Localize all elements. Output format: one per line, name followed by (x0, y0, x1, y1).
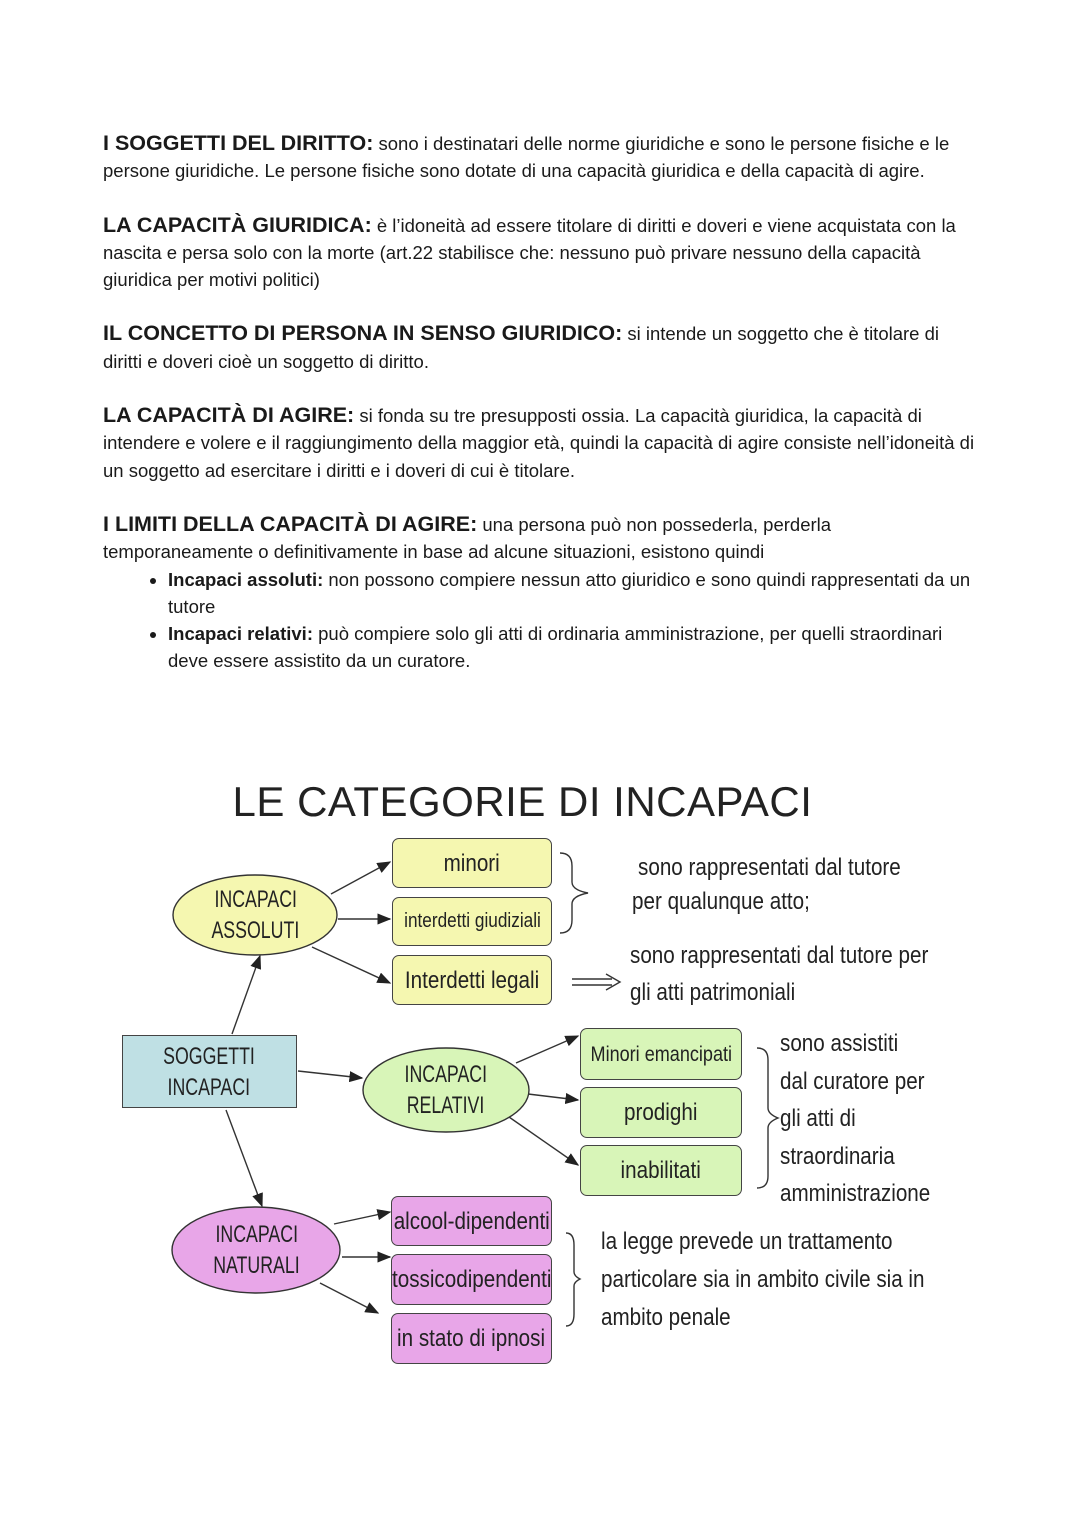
note-line: la legge prevede un trattamento (601, 1228, 893, 1255)
node-soggetti-incapaci (122, 1035, 297, 1108)
box-minori (392, 838, 552, 888)
arrow (312, 947, 390, 983)
box-alcool-dipendenti (391, 1196, 552, 1246)
note-line: particolare sia in ambito civile sia in (601, 1266, 925, 1293)
box-tossicodipendenti (391, 1254, 552, 1305)
diagram-title: LE CATEGORIE DI INCAPACI (232, 778, 813, 825)
node-label: ASSOLUTI (211, 917, 299, 944)
box-label: in stato di ipnosi (397, 1325, 546, 1352)
arrow (334, 1212, 390, 1224)
note-line: sono rappresentati dal tutore (638, 854, 901, 881)
section-body: è l’idoneità ad essere titolare di diritti e doveri e viene acquistata con la nascita e persa solo con la morte (art.22 stabilisce che: nessuno può privare nessuno della capacità giuridica per motivi politici) (103, 214, 956, 291)
node-label: INCAPACI (213, 886, 297, 913)
note-line: sono rappresentati dal tutore per (630, 942, 929, 969)
arrow (232, 956, 260, 1034)
node-label: INCAPACI (214, 1221, 298, 1248)
node-incapaci-relativi (363, 1059, 529, 1121)
note-line: dal curatore per (780, 1067, 925, 1095)
section-heading: LA CAPACITÀ DI AGIRE: (103, 403, 355, 428)
note-line: straordinaria (780, 1142, 895, 1170)
box-stato-ipnosi (391, 1313, 552, 1364)
node-label: INCAPACI (168, 1073, 251, 1101)
box-interdetti-giudiziali (392, 897, 552, 946)
box-label: Interdetti legali (404, 966, 540, 994)
note-line: gli atti di (780, 1105, 856, 1132)
section-heading: LA CAPACITÀ GIURIDICA: (103, 212, 372, 237)
node-label: RELATIVI (407, 1092, 485, 1119)
brace (566, 1233, 580, 1326)
box-inabilitati (580, 1145, 742, 1196)
note-assoluti-2 (630, 937, 928, 1011)
note-line: ambito penale (601, 1304, 731, 1331)
box-label: tossicodipendenti (391, 1266, 552, 1293)
brace (560, 853, 588, 933)
node-incapaci-naturali (172, 1219, 340, 1281)
brace (757, 1048, 778, 1188)
arrow (509, 1117, 578, 1165)
arrow (320, 1283, 378, 1313)
node-incapaci-assoluti (173, 884, 337, 946)
note-line: gli atti patrimoniali (630, 979, 796, 1006)
box-interdetti-legali (392, 955, 552, 1005)
note-line: amministrazione (780, 1180, 931, 1207)
section-body: si fonda su tre presupposti ossia. La capacità giuridica, la capacità di intendere e volere e il raggiungimento della maggior età, quindi la capacità di agire consiste nell’idoneità di un soggetto ad esercitare i diritti e i doveri di cui è titolare. (103, 405, 975, 481)
box-label: inabilitati (620, 1157, 702, 1184)
bullet-text: non possono compiere nessun atto giuridico e sono quindi rappresentati da un tutore (168, 568, 971, 617)
arrow (528, 1094, 578, 1100)
double-arrow (572, 974, 620, 990)
note-line: sono assistiti (780, 1030, 899, 1057)
arrow (331, 862, 390, 894)
node-label: INCAPACI (404, 1061, 488, 1088)
bullet-text: può compiere solo gli atti di ordinaria amministrazione, per quelli straordinari deve essere assistito da un curatore. (168, 623, 943, 672)
box-minori-emancipati (580, 1028, 742, 1080)
box-label: interdetti giudiziali (403, 910, 541, 932)
box-label: minori (443, 849, 501, 877)
box-label: Minori emancipati (590, 1042, 732, 1066)
section-body: si intende un soggetto che è titolare di diritti e doveri cioè un soggetto di diritto. (103, 323, 940, 372)
box-label: alcool-dipendenti (393, 1207, 550, 1235)
arrow (226, 1110, 262, 1206)
section-body: una persona può non possederla, perderla temporaneamente o definitivamente in base ad alcune situazioni, esistono quindi (103, 513, 832, 563)
section-heading: I SOGGETTI DEL DIRITTO: (103, 131, 374, 155)
section-heading: I LIMITI DELLA CAPACITÀ DI AGIRE: (103, 511, 478, 536)
bullet-term: Incapaci relativi: (168, 623, 313, 645)
node-label: SOGGETTI (163, 1042, 256, 1070)
arrow (298, 1071, 362, 1078)
section-body: sono i destinatari delle norme giuridiche e sono le persone fisiche e le persone giuridiche. Le persone fisiche sono dotate di una capacità giuridica e della capacità di agire. (103, 133, 950, 182)
note-assoluti-1 (632, 851, 901, 919)
note-naturali (601, 1223, 925, 1337)
note-line: per qualunque atto; (632, 888, 810, 915)
note-relativi (780, 1025, 930, 1213)
bullet-term: Incapaci assoluti: (168, 568, 324, 590)
box-label: prodighi (624, 1099, 698, 1126)
node-label: NATURALI (212, 1252, 300, 1279)
box-prodighi (580, 1087, 742, 1138)
section-heading: IL CONCETTO DI PERSONA IN SENSO GIURIDICO: (103, 321, 623, 346)
